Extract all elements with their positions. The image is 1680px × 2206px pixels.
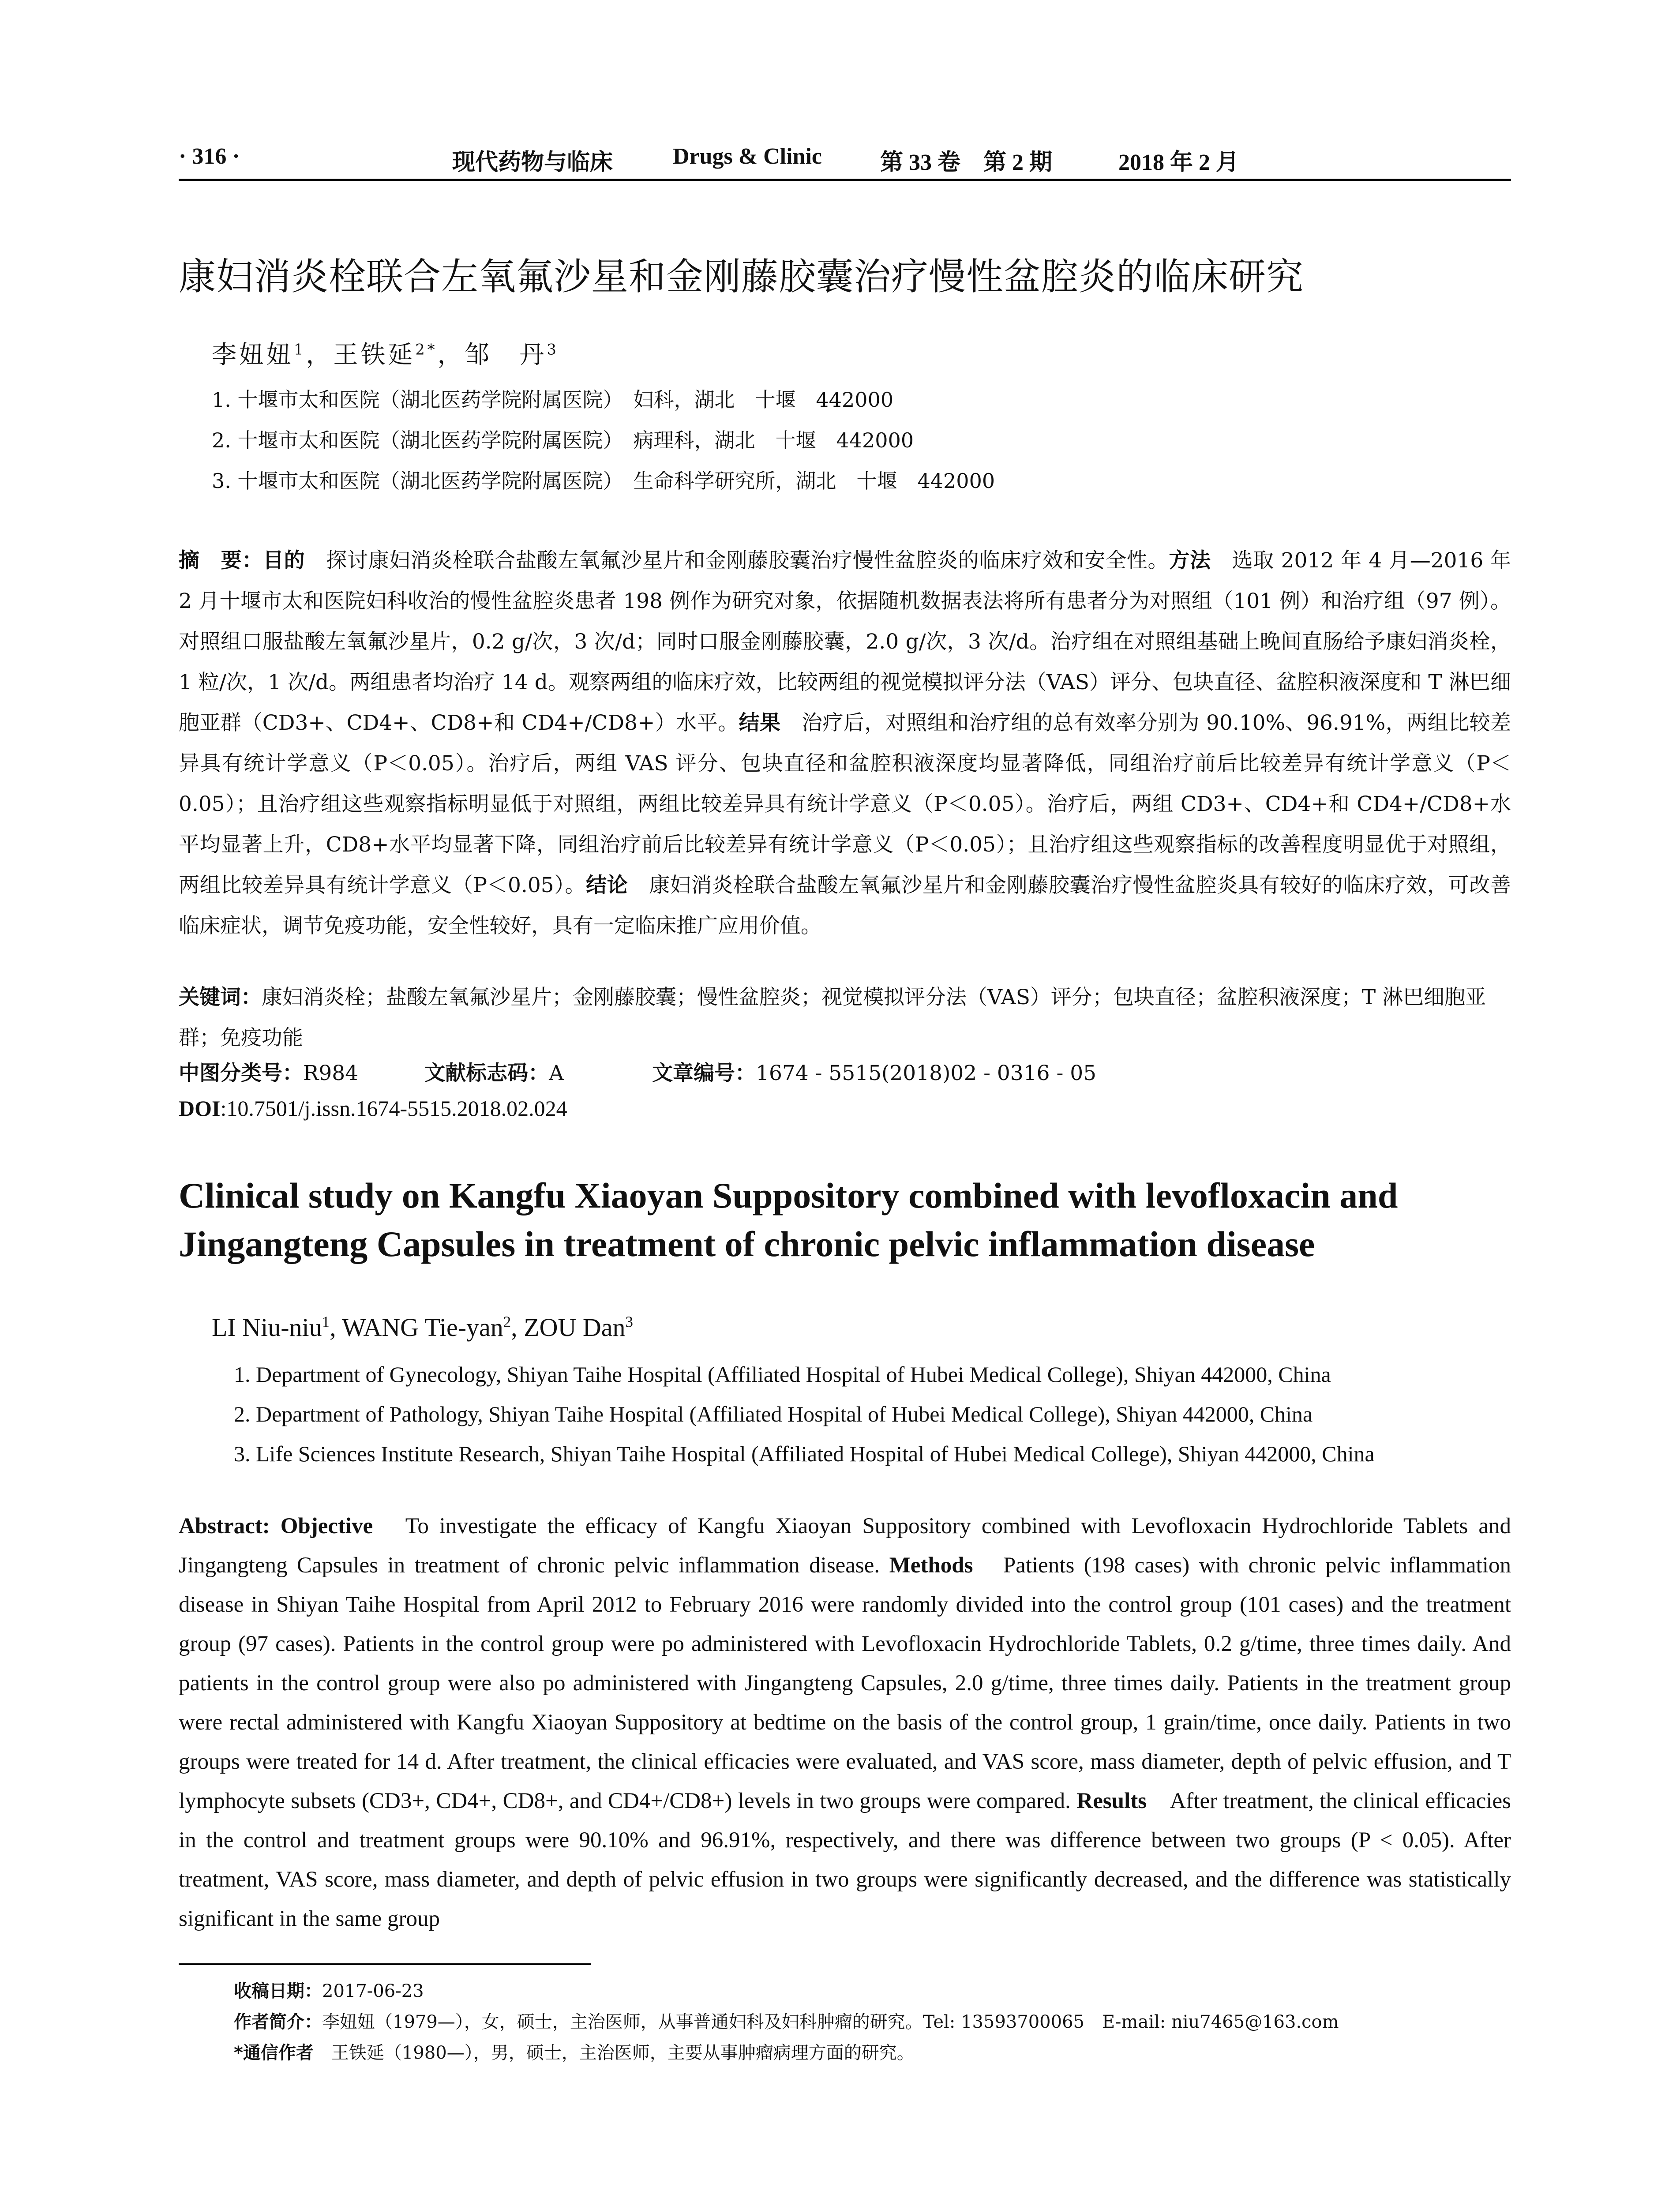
abstract-label: 摘 要：: [179, 548, 263, 573]
results-text: 治疗后，对照组和治疗组的总有效率分别为 90.10%、96.91%，两组比较差异具有统计学意义（P＜0.05）。治疗后，两组 VAS 评分、包块直径和盆腔积液深度均显著降低，同组治疗前后比较差异有统计学意义（P＜0.05）；且治疗组这些观察指标明显低于对照组，两组比较差异具有统计学意义（P＜0.05）。治疗后，两组 CD3+、CD4+和 CD4+/CD8+水平均显著上升，CD8+水平均显著下降，同组治疗前后比较差异有统计学意义（P＜0.05）；且治疗组这些观察指标的改善程度明显优于对照组，两组比较差异具有统计学意义（P＜0.05）。: [179, 711, 1511, 897]
author-name: 王铁延: [333, 341, 416, 369]
author-affiliation-mark: 1: [322, 1313, 330, 1331]
corresponding-label: *通信作者: [234, 2043, 314, 2063]
author-list-cn: 李妞妞$^1$，王铁延$^{2*}$，邹 丹$^3$: [212, 341, 559, 369]
doc-code-label: 文献标志码：: [424, 1061, 549, 1085]
article-title-cn: 康妇消炎栓联合左氧氟沙星和金刚藤胶囊治疗慢性盆腔炎的临床研究: [179, 255, 1304, 298]
doc-code-value: A: [549, 1061, 564, 1085]
affiliation-item: 2. 十堰市太和医院（湖北医药学院附属医院） 病理科，湖北 十堰 442000: [212, 428, 914, 452]
clc-value: R984: [303, 1061, 359, 1085]
affiliation-item: 3. Life Sciences Institute Research, Shiyan Taihe Hospital (Affiliated Hospital of Hubei Medical College), Shiyan 442000, China: [234, 1441, 1375, 1466]
received-label: 收稿日期：: [234, 1981, 322, 2001]
author-list-en: LI Niu-niu$^1$, WANG Tie-yan$^2$, ZOU Dan$^3$: [212, 1313, 633, 1342]
affiliation-item: 1. Department of Gynecology, Shiyan Taihe Hospital (Affiliated Hospital of Hubei Medical College), Shiyan 442000, China: [234, 1362, 1331, 1387]
clc-label: 中图分类号：: [179, 1061, 303, 1085]
conclusion-text: 康妇消炎栓联合盐酸左氧氟沙星片和金刚藤胶囊治疗慢性盆腔炎具有较好的临床疗效，可改善临床症状，调节免疫功能，安全性较好，具有一定临床推广应用价值。: [179, 873, 1511, 938]
author-affiliation-mark: 2*: [415, 341, 438, 358]
author-name: 邹 丹: [465, 341, 547, 369]
doi-line: [179, 1095, 567, 1121]
classification-line: [179, 1057, 1096, 1086]
keywords-text: 康妇消炎栓；盐酸左氧氟沙星片；金刚藤胶囊；慢性盆腔炎；视觉模拟评分法（VAS）评分；包块直径；盆腔积液深度；T 淋巴细胞亚群；免疫功能: [179, 985, 1486, 1050]
keywords-label: 关键词：: [179, 985, 262, 1009]
footnotes: [234, 1976, 1339, 2068]
article-id-label: 文章编号：: [652, 1061, 756, 1085]
author-affiliation-mark: 2: [503, 1313, 511, 1331]
journal-name-en: Drugs & Clinic: [673, 144, 822, 169]
affiliation-item: 3. 十堰市太和医院（湖北医药学院附属医院） 生命科学研究所，湖北 十堰 442000: [212, 469, 995, 493]
author-name: 李妞妞: [212, 341, 294, 369]
objective-text: 探讨康妇消炎栓联合盐酸左氧氟沙星片和金刚藤胶囊治疗慢性盆腔炎的临床疗效和安全性。: [305, 548, 1169, 573]
journal-name-cn: 现代药物与临床: [452, 150, 613, 175]
received-date-note: [234, 1976, 1339, 2007]
article-id-value: 1674 - 5515(2018)02 - 0316 - 05: [756, 1061, 1097, 1085]
affiliation-item: 1. 十堰市太和医院（湖北医药学院附属医院） 妇科，湖北 十堰 442000: [212, 388, 894, 412]
affiliation-item: 2. Department of Pathology, Shiyan Taihe Hospital (Affiliated Hospital of Hubei Medical College), Shiyan 442000, China: [234, 1402, 1313, 1426]
author-bio-label: 作者简介：: [234, 2012, 322, 2032]
affiliation-list-en: [234, 1354, 1375, 1474]
author-bio-note: [234, 2007, 1339, 2037]
corresponding-value: 王铁延（1980—），男，硕士，主治医师，主要从事肿瘤病理方面的研究。: [313, 2043, 915, 2063]
results-label: 结果: [739, 711, 781, 735]
objective-text: To investigate the efficacy of Kangfu Xiaoyan Suppository combined with Levofloxacin Hydrochloride Tablets and Jingangteng Capsules in treatment of chronic pelvic inflammation disease.: [179, 1514, 1511, 1578]
author-affiliation-mark: 1: [294, 341, 306, 358]
author-affiliation-mark: 3: [547, 341, 559, 358]
methods-text: Patients (198 cases) with chronic pelvic inflammation disease in Shiyan Taihe Hospital from April 2012 to February 2016 were randomly divided into the control group (101 cases) and the treatment group (97 cases). Patients in the control group were po administered with Levofloxacin Hydrochloride Tablets, 0.2 g/time, three times daily. And patients in the control group were also po administered with Jingangteng Capsules, 2.0 g/time, three times daily. Patients in the treatment group were rectal administered with Kangfu Xiaoyan Suppository at bedtime on the basis of the control group, 1 grain/time, once daily. Patients in two groups were treated for 14 d. After treatment, the clinical efficacies were evaluated, and VAS score, mass diameter, depth of pelvic effusion, and T lymphocyte subsets (CD3+, CD4+, CD8+, and CD4+/CD8+) levels in two groups were compared.: [179, 1553, 1511, 1813]
objective-label: Abstract: Objective: [179, 1514, 373, 1538]
author-name: WANG Tie-yan: [342, 1313, 503, 1342]
running-header: [179, 143, 1511, 181]
keywords-cn: [179, 977, 1511, 1058]
methods-text: 选取 2012 年 4 月—2016 年 2 月十堰市太和医院妇科收治的慢性盆腔炎患者 198 例作为研究对象，依据随机数据表法将所有患者分为对照组（101 例）和治疗组（97 例）。对照组口服盐酸左氧氟沙星片，0.2 g/次，3 次/d；同时口服金刚藤胶囊，2.0 g/次，3 次/d。治疗组在对照组基础上晚间直肠给予康妇消炎栓，1 粒/次，1 次/d。两组患者均治疗 14 d。观察两组的临床疗效，比较两组的视觉模拟评分法（VAS）评分、包块直径、盆腔积液深度和 T 淋巴细胞亚群（CD3+、CD4+、CD8+和 CD4+/CD8+）水平。: [179, 548, 1511, 735]
results-label: Results: [1076, 1789, 1147, 1813]
author-name: ZOU Dan: [524, 1313, 626, 1342]
page-number: · 316 ·: [179, 144, 240, 169]
results-text: After treatment, the clinical efficacies in the control and treatment groups were 90.10% and 96.91%, respectively, and there was difference between two groups (P < 0.05). After treatment, VAS score, mass diameter, and depth of pelvic effusion in two groups were significantly decreased, and the difference was statistically significant in the same group: [179, 1789, 1511, 1931]
conclusion-label: 结论: [586, 873, 628, 897]
author-bio-value: 李妞妞（1979—），女，硕士，主治医师，从事普通妇科及妇科肿瘤的研究。Tel: 13593700065 E-mail: niu7465@163.com: [322, 2012, 1339, 2032]
received-value: 2017-06-23: [322, 1981, 424, 2001]
article-title-en: Clinical study on Kangfu Xiaoyan Suppository combined with levofloxacin and Jingangteng Capsules in treatment of chronic pelvic inflammation disease: [179, 1175, 1398, 1264]
methods-label: Methods: [889, 1553, 973, 1578]
affiliation-list-cn: [212, 379, 995, 501]
abstract-cn: [179, 540, 1511, 946]
footnote-divider: [179, 1963, 591, 1965]
author-affiliation-mark: 3: [625, 1313, 633, 1331]
volume-issue: 第 33 卷 第 2 期: [880, 150, 1053, 175]
doi-label: DOI: [179, 1096, 221, 1121]
objective-label: 目的: [263, 548, 305, 573]
abstract-en: [179, 1507, 1511, 1939]
doi-value: :10.7501/j.issn.1674-5515.2018.02.024: [220, 1096, 567, 1121]
author-name: LI Niu-niu: [212, 1313, 322, 1342]
methods-label: 方法: [1169, 548, 1211, 573]
corresponding-author-note: [234, 2037, 1339, 2068]
issue-date: 2018 年 2 月: [1118, 150, 1239, 175]
